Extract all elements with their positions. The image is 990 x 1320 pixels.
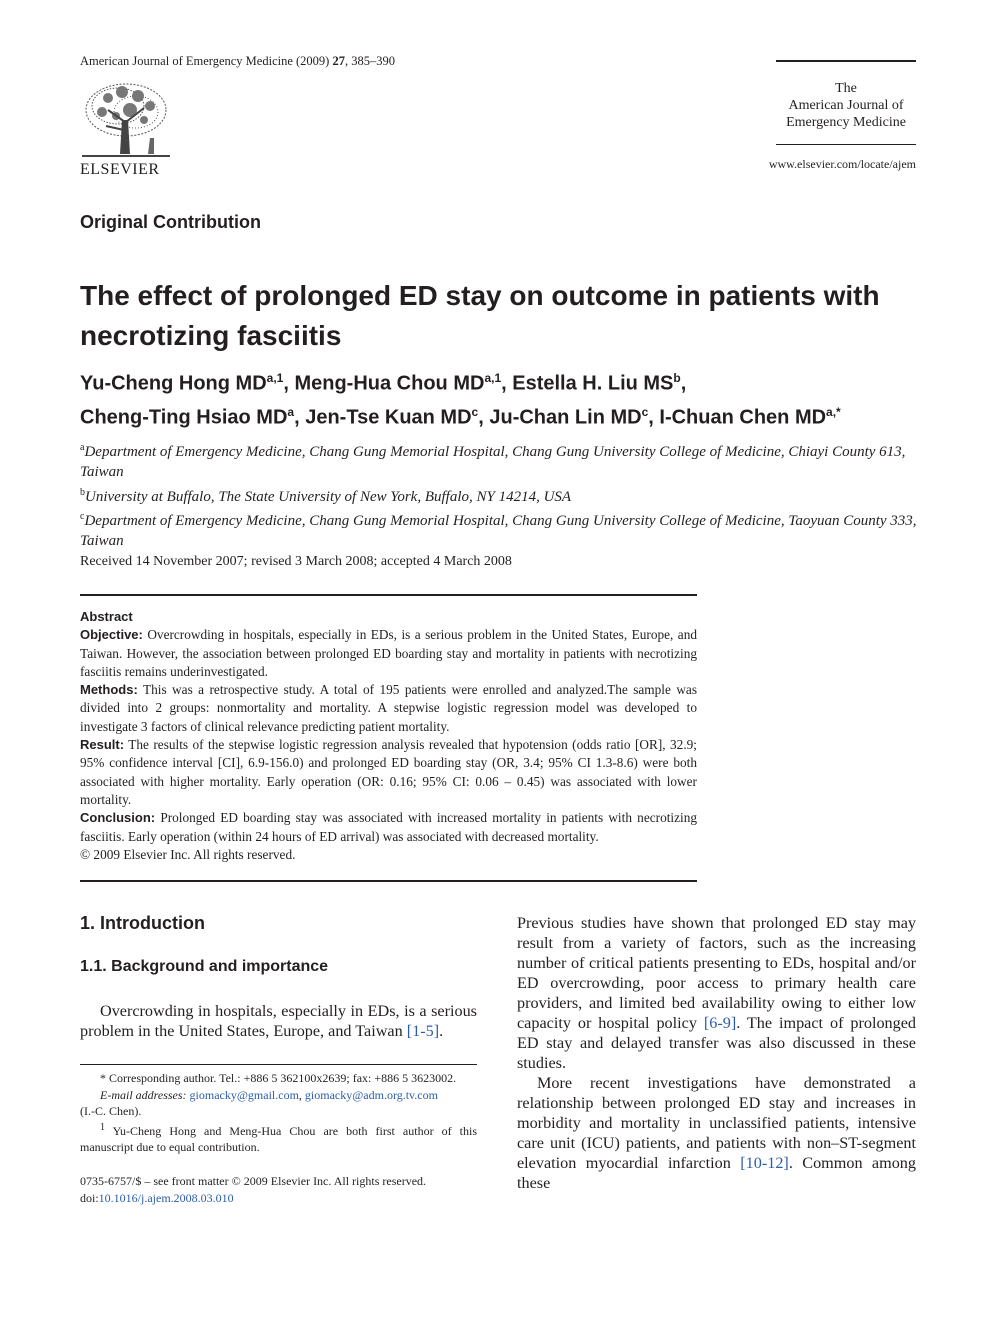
email-label: E-mail addresses: <box>100 1087 187 1102</box>
paragraph-text: Previous studies have shown that prolonged ED stay may result from a variety of factors, such as the increasing number of critical patients presenting to EDs, hospital and/or ED overcrowding, poor access to primary health care providers, and limited bed availability owing to either low capacity or hospital policy <box>517 914 916 1032</box>
affiliation-mark: a <box>80 442 85 453</box>
journal-name-line-1: The <box>835 81 857 96</box>
paragraph-text: . Common among these <box>517 1154 916 1192</box>
paragraph-text: Overcrowding in hospitals, especially in EDs, is a serious problem in the United States, Europe, and Taiwan <box>80 1002 477 1040</box>
affiliations <box>80 438 920 552</box>
abstract-section-text: This was a retrospective study. A total of 195 patients were enrolled and analyzed.The sample was divided into 2 groups: nonmortality and mortality. A stepwise logistic regression model was developed to investigate 3 factors of clinical relevance predicting patient mortality. <box>80 682 697 734</box>
publisher-name: ELSEVIER <box>80 161 160 178</box>
email-link[interactable]: giomacky@adm.org.tv.com <box>304 1087 438 1102</box>
abstract-block <box>80 608 697 864</box>
issn-line: 0735-6757/$ – see front matter © 2009 Elsevier Inc. All rights reserved. <box>80 1174 427 1188</box>
journal-ref-text: American Journal of Emergency Medicine (2009) <box>80 54 330 68</box>
author-affil-mark: a,1 <box>266 371 284 385</box>
legal-info <box>80 1173 477 1207</box>
author-separator: , <box>501 372 513 395</box>
abstract-section-label: Result: <box>80 737 125 753</box>
body-paragraph <box>517 1073 916 1193</box>
citation-link[interactable]: [1-5] <box>406 1022 440 1040</box>
journal-masthead <box>776 80 916 131</box>
abstract-objective <box>80 626 697 681</box>
abstract-section-label: Methods: <box>80 682 138 698</box>
abstract-section-label: Objective: <box>80 627 143 643</box>
author-name: Jen-Tse Kuan MD <box>305 406 472 429</box>
abstract-rule-top <box>80 594 697 596</box>
author-separator: , <box>478 406 490 429</box>
doi-line <box>80 1190 477 1207</box>
masthead-rule-top <box>776 60 916 62</box>
journal-volume: 27 <box>332 54 345 68</box>
citation-link[interactable]: [10-12] <box>740 1154 789 1172</box>
author-name: Yu-Cheng Hong MD <box>80 372 267 395</box>
author-list <box>80 364 920 431</box>
footnotes <box>80 1070 477 1156</box>
author-separator: , <box>283 372 295 395</box>
author-name: Cheng-Ting Hsiao MD <box>80 406 288 429</box>
section-heading: 1. Introduction <box>80 913 205 933</box>
abstract-section-text: The results of the stepwise logistic regression analysis revealed that hypotension (odds ratio [OR], 32.9; 95% confidence interval [CI], 6.9-156.0) and prolonged ED boarding stay (OR, 3.4; 95% CI 1.3-8.6) were both associated with higher mortality. Early operation (OR: 0.16; 95% CI: 0.06 – 0.45) was associated with lower mortality. <box>80 737 697 807</box>
affiliation-item <box>80 438 920 483</box>
article-title: The effect of prolonged ED stay on outcome in patients with necrotizing fasciitis <box>80 280 880 351</box>
abstract-result <box>80 736 697 809</box>
abstract-section-label: Conclusion: <box>80 810 156 826</box>
author-separator: , <box>294 406 306 429</box>
affiliation-mark: b <box>80 486 85 498</box>
journal-name-line-2: American Journal of <box>788 98 904 113</box>
subsection-heading: 1.1. Background and importance <box>80 958 329 975</box>
journal-name-line-3: Emergency Medicine <box>786 115 906 130</box>
author-affil-mark: c <box>641 404 649 419</box>
abstract-methods <box>80 681 697 736</box>
body-column-right <box>517 913 916 1193</box>
footnote-rule <box>80 1064 477 1065</box>
abstract-section-text: Prolonged ED boarding stay was associated with increased mortality in patients with necrotizing fasciitis. Early operation (within 24 hours of ED arrival) was associated with decreased mortality. <box>80 810 697 844</box>
body-paragraph <box>517 913 916 1073</box>
footnote-mark: 1 <box>100 1121 105 1133</box>
paragraph-text: . The impact of prolonged ED stay and delayed transfer was also discussed in these studies. <box>517 1014 917 1072</box>
author-affil-mark: c <box>471 404 479 419</box>
abstract-heading: Abstract <box>80 609 133 624</box>
affiliation-item <box>80 483 920 508</box>
journal-reference <box>80 54 395 69</box>
masthead-rule-bottom <box>776 144 916 145</box>
author-separator: , <box>648 406 660 429</box>
abstract-rule-bottom <box>80 880 697 882</box>
journal-pages: , 385–390 <box>344 54 395 68</box>
article-history-dates: Received 14 November 2007; revised 3 March 2008; accepted 4 March 2008 <box>80 554 512 569</box>
affiliation-mark: c <box>80 511 85 523</box>
abstract-copyright: © 2009 Elsevier Inc. All rights reserved. <box>80 846 296 862</box>
email-link[interactable]: giomacky@gmail.com <box>189 1087 299 1102</box>
author-name: Ju-Chan Lin MD <box>489 406 642 429</box>
body-paragraph: Overcrowding in hospitals, especially in EDs, is a serious problem in the United States, Europe, and Taiwan [1-5]. <box>80 1002 477 1040</box>
affiliation-text: Department of Emergency Medicine, Chang Gung Memorial Hospital, Chang Gung University College of Medicine, Chiayi County 613, Taiwan <box>80 444 906 480</box>
author-affil-mark: a <box>287 404 295 419</box>
email-owner: (I.-C. Chen). <box>80 1104 142 1118</box>
author-name: Meng-Hua Chou MD <box>294 372 485 395</box>
journal-url-link[interactable]: www.elsevier.com/locate/ajem <box>768 157 916 171</box>
citation-link[interactable]: [6-9] <box>703 1014 737 1032</box>
doi-link[interactable]: 10.1016/j.ajem.2008.03.010 <box>98 1191 234 1205</box>
doi-label: doi: <box>80 1191 99 1205</box>
article-type-label: Original Contribution <box>80 212 261 232</box>
affiliation-text: Department of Emergency Medicine, Chang Gung Memorial Hospital, Chang Gung University College of Medicine, Taoyuan County 333, Taiwan <box>80 513 917 550</box>
paragraph-text: More recent investigations have demonstrated a relationship between prolonged ED stay and increases in morbidity and mortality in unclassified patients, intensive care unit (ICU) patients, and patients with non–ST-segment elevation myocardial infarction <box>517 1074 916 1172</box>
author-separator: , <box>680 372 687 395</box>
author-affil-mark: a,* <box>826 404 841 419</box>
abstract-conclusion <box>80 809 697 846</box>
author-name: I-Chuan Chen MD <box>659 406 827 429</box>
footnote-corresponding: * Corresponding author. Tel.: +886 5 362100x2639; fax: +886 5 3623002. <box>100 1071 457 1085</box>
author-name: Estella H. Liu MS <box>512 372 674 395</box>
body-column-left <box>80 1001 477 1041</box>
author-affil-mark: a,1 <box>484 371 502 385</box>
author-affil-mark: b <box>673 371 681 385</box>
affiliation-item <box>80 507 920 552</box>
footnote-text: Yu-Cheng Hong and Meng-Hua Chou are both first author of this manuscript due to equal contribution. <box>80 1123 477 1154</box>
footnote-equal-contribution <box>80 1120 477 1156</box>
affiliation-text: University at Buffalo, The State University of New York, Buffalo, NY 14214, USA <box>85 488 572 505</box>
footnote-emails: E-mail addresses: giomacky@gmail.com, giomacky@adm.org.tv.com (I.-C. Chen). <box>80 1087 438 1118</box>
abstract-section-text: Overcrowding in hospitals, especially in EDs, is a serious problem in the United States, Europe, and Taiwan. However, the association between prolonged ED boarding stay and mortality in patients with necrotizing fasciitis remains underinvestigated. <box>80 627 697 679</box>
